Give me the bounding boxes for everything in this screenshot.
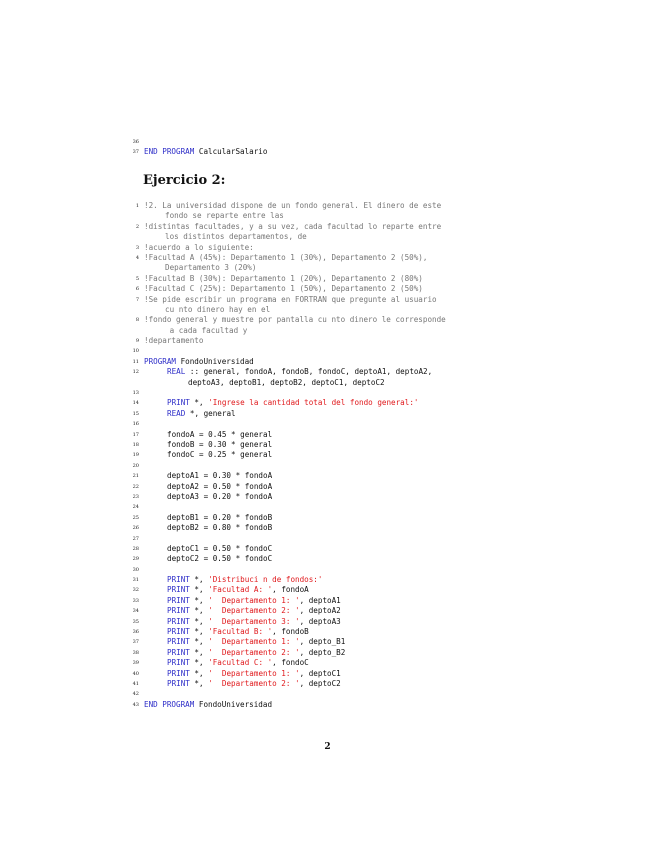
line-number: 39 [132,660,139,667]
code-text: *, [189,398,209,408]
line-number: 25 [132,514,139,521]
code-line [129,617,529,627]
code-line [129,378,529,388]
code-text: , depto_B2 [299,647,346,657]
line-number: 33 [132,597,139,604]
line-number: 16 [132,421,139,428]
code-text: FondoUniversidad [176,356,254,366]
code-line [129,357,529,367]
line-number: 1 [135,203,139,209]
line-number: 38 [132,649,139,656]
line-number: 29 [132,556,139,563]
code-comment: !distintas facultades, y a su vez, cada facultad lo reparte entre [144,221,442,231]
code-line [129,336,529,346]
code-string: 'Facultad A: ' [208,585,273,595]
code-string: 'Facultad B: ' [208,627,273,637]
line-number: 9 [135,338,139,345]
page-number: 2 [324,742,331,752]
code-line [129,211,529,221]
code-comment: !acuerdo a lo siguiente: [144,242,254,252]
code-line [129,253,529,263]
code-line [129,201,529,211]
line-number: 13 [132,390,139,397]
code-text: , fondoB [272,627,309,637]
code-line [129,565,529,575]
code-text: *, [189,585,209,595]
code-text: *, [189,668,209,678]
line-number: 30 [132,566,139,573]
code-line [129,606,529,616]
line-number: 6 [135,286,139,293]
code-text: *, [189,616,209,626]
code-text: , fondoA [272,585,309,595]
line-number: 11 [132,358,139,365]
line-number: 28 [132,545,139,552]
line-number: 41 [132,680,139,687]
code-line [129,461,529,471]
code-text: deptoA1 = 0.30 * fondoA [167,471,273,481]
code-keyword: PRINT [167,637,190,647]
code-keyword: PRINT [167,678,190,688]
code-line [129,409,529,419]
code-line [129,367,529,377]
code-line [129,502,529,512]
code-line [129,284,529,294]
code-text: *, general [185,408,236,418]
line-number: 32 [132,587,139,594]
code-comment: cu nto dinero hay en el [165,304,271,314]
line-number: 21 [132,473,139,480]
code-line [129,689,529,699]
line-number: 43 [132,701,139,708]
code-text: *, [189,595,209,605]
code-string: ' Departamento 1: ' [208,595,300,605]
code-text: *, [189,658,209,668]
code-text: fondoC = 0.25 * general [167,450,273,460]
code-text: deptoC2 = 0.50 * fondoC [167,554,273,564]
line-number: 14 [132,400,139,407]
section-heading: Ejercicio 2: [143,173,226,188]
code-keyword: PRINT [167,616,190,626]
code-text: deptoA2 = 0.50 * fondoA [167,481,273,491]
code-line [129,513,529,523]
code-line [129,627,529,637]
line-number: 37 [132,639,139,646]
code-line [129,575,529,585]
code-line [129,585,529,595]
code-text: deptoC1 = 0.50 * fondoC [167,543,273,553]
code-keyword: PRINT [167,398,190,408]
code-line [129,534,529,544]
code-line [129,346,529,356]
line-number: 15 [132,410,139,417]
code-text: , deptoC2 [299,678,341,688]
code-line [129,596,529,606]
code-line [129,637,529,647]
line-number: 36 [132,629,139,636]
previous-code-tail [129,137,529,158]
line-number: 3 [135,244,139,251]
code-text: , deptoA3 [299,616,341,626]
code-keyword: PRINT [167,585,190,595]
code-keyword: PROGRAM [144,356,177,366]
code-comment: !departamento [144,336,204,346]
code-text: deptoB1 = 0.20 * fondoB [167,512,273,522]
code-string: ' Departamento 1: ' [208,637,300,647]
code-string: 'Distribuci n de fondos:' [208,575,323,585]
code-keyword: PRINT [167,606,190,616]
code-text: deptoB2 = 0.80 * fondoB [167,523,273,533]
code-comment: a cada facultad y [165,325,248,335]
code-string: 'Facultad C: ' [208,658,273,668]
code-line [129,450,529,460]
code-comment: los distintos departamentos, de [165,232,307,242]
code-string: ' Departamento 3: ' [208,616,300,626]
line-number: 12 [132,369,139,376]
code-text: CalcularSalario [194,147,268,157]
line-number: 27 [132,535,139,542]
code-line [129,492,529,502]
code-line [129,263,529,273]
code-text: *, [189,606,209,616]
code-text: deptoA3 = 0.20 * fondoA [167,491,273,501]
code-keyword: PRINT [167,575,190,585]
code-text: , depto_B1 [299,637,346,647]
code-text: , deptoA2 [299,606,341,616]
code-line [129,523,529,533]
code-keyword: PRINT [167,647,190,657]
code-text: *, [189,575,209,585]
line-number: 10 [132,348,139,355]
code-text: , deptoA1 [299,595,341,605]
line-number: 20 [132,462,139,469]
code-comment: !Facultad C (25%): Departamento 1 (50%), Departamento 2 (50%) [144,284,423,294]
line-number: 35 [132,618,139,625]
code-string: 'Ingrese la cantidad total del fondo general:' [208,398,419,408]
code-line [129,147,529,157]
code-text: *, [189,637,209,647]
code-text: FondoUniversidad [194,699,273,709]
code-line [129,137,529,147]
code-line [129,700,529,710]
code-line [129,482,529,492]
code-text: , deptoC1 [299,668,341,678]
code-comment: !Facultad A (45%): Departamento 1 (30%), Departamento 2 (50%), [144,252,428,262]
line-number: 26 [132,525,139,532]
code-comment: fondo se reparte entre las [165,211,284,221]
code-text: *, [189,627,209,637]
line-number: 37 [132,149,139,156]
code-text: fondoA = 0.45 * general [167,429,273,439]
code-text: *, [189,647,209,657]
code-keyword: PRINT [167,658,190,668]
code-string: ' Departamento 2: ' [208,606,300,616]
code-line [129,222,529,232]
line-number: 4 [135,254,139,261]
code-line [129,554,529,564]
code-line [129,398,529,408]
code-string: ' Departamento 2: ' [208,678,300,688]
code-line [129,648,529,658]
code-line [129,669,529,679]
code-line [129,440,529,450]
code-text: fondoB = 0.30 * general [167,439,273,449]
line-number: 34 [132,608,139,615]
code-keyword: READ [167,408,186,418]
code-text: deptoA3, deptoB1, deptoB2, deptoC1, deptoC2 [188,377,385,387]
code-line [129,419,529,429]
code-text: :: general, fondoA, fondoB, fondoC, deptoA1, deptoA2, [185,367,433,377]
code-string: ' Departamento 2: ' [208,647,300,657]
code-line [129,388,529,398]
line-number: 19 [132,452,139,459]
code-line [129,544,529,554]
line-number: 40 [132,670,139,677]
code-comment: Departamento 3 (20%) [165,263,257,273]
code-line [129,679,529,689]
code-text: *, [189,678,209,688]
line-number: 8 [135,317,139,324]
code-line [129,232,529,242]
code-line [129,326,529,336]
code-line [129,315,529,325]
line-number: 2 [135,223,139,230]
code-string: ' Departamento 1: ' [208,668,300,678]
line-number: 42 [132,691,139,698]
code-comment: !2. La universidad dispone de un fondo general. El dinero de este [144,201,442,210]
line-number: 23 [132,493,139,500]
code-keyword: PRINT [167,595,190,605]
code-keyword: END PROGRAM [144,699,195,709]
code-keyword: END PROGRAM [144,147,195,157]
line-number: 22 [132,483,139,490]
code-keyword: REAL [167,367,186,377]
code-line [129,471,529,481]
code-line [129,243,529,253]
line-number: 5 [135,275,139,282]
line-number: 31 [132,577,139,584]
line-number: 17 [132,431,139,438]
code-line [129,430,529,440]
code-line [129,274,529,284]
code-line [129,305,529,315]
code-listing [129,201,529,710]
line-number: 24 [132,504,139,511]
code-comment: !Se pide escribir un programa en FORTRAN que pregunte al usuario [144,294,437,304]
code-line [129,295,529,305]
code-comment: !fondo general y muestre por pantalla cu nto dinero le corresponde [144,315,446,325]
code-line [129,658,529,668]
code-comment: !Facultad B (30%): Departamento 1 (20%), Departamento 2 (80%) [144,273,423,283]
line-number: 18 [132,441,139,448]
code-keyword: PRINT [167,668,190,678]
code-text: , fondoC [272,658,309,668]
line-number: 36 [132,139,139,145]
line-number: 7 [135,296,139,303]
code-keyword: PRINT [167,627,190,637]
